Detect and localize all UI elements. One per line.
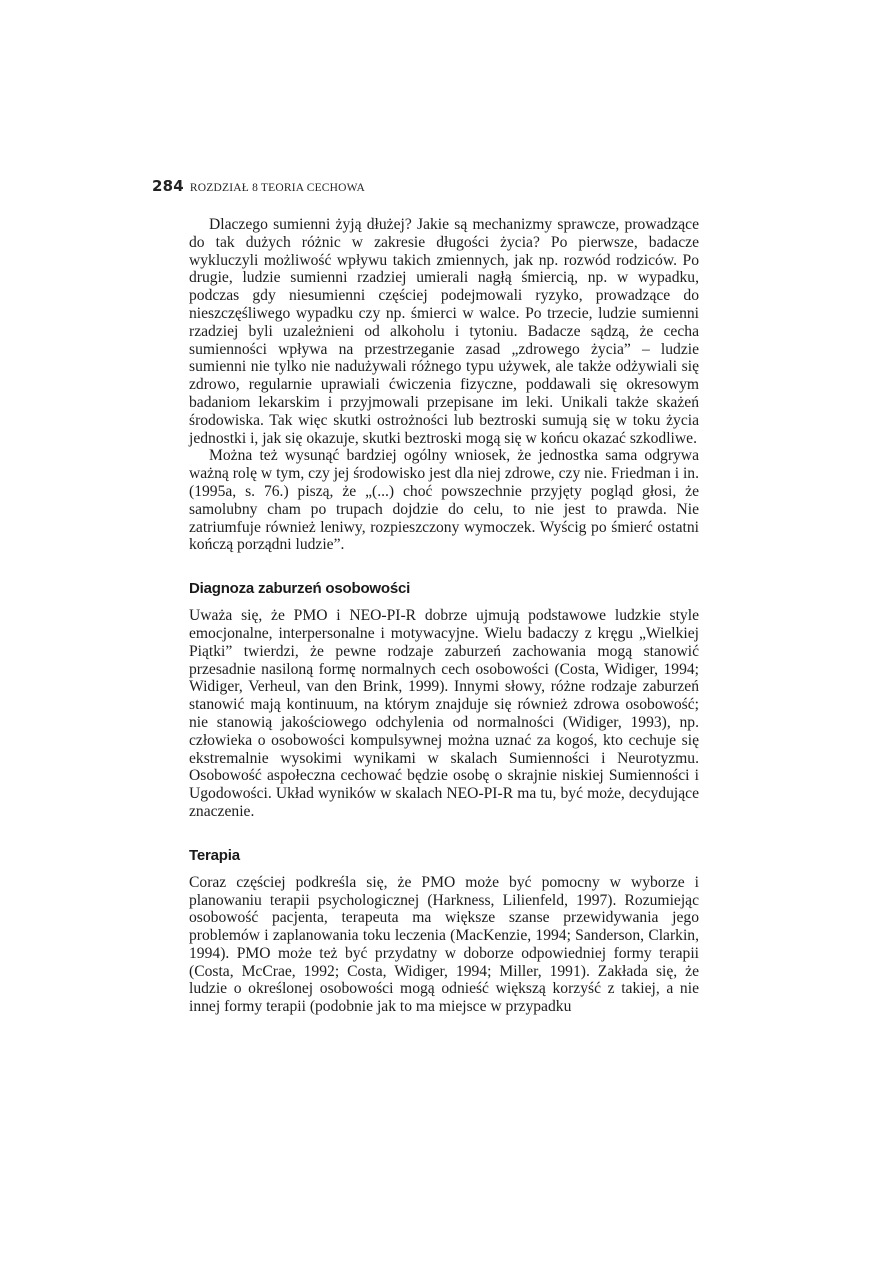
paragraph-conclusion: Można też wysunąć bardziej ogólny wniosek, że jednostka sama odgrywa ważną rolę w tym, czy jej środowisko jest dla niej zdrowe, czy nie. Friedman i in. (1995a, s. 76.) piszą, że „(...) choć powszechnie przyjęty pogląd głosi, że samolubny cham po trupach dojdzie do celu, to nie jest to prawda. Nie zatriumfuje również leniwy, rozpieszczony wymoczek. Wyścig po śmierć ostatni kończą porządni ludzie”. xyxy=(189,447,699,554)
chapter-title: ROZDZIAŁ 8 TEORIA CECHOWA xyxy=(189,182,365,194)
page-body xyxy=(189,216,699,1016)
paragraph-diagnosis: Uważa się, że PMO i NEO-PI-R dobrze ujmują podstawowe ludzkie style emocjonalne, interpersonalne i motywacyjne. Wielu badaczy z kręgu „Wielkiej Piątki” twierdzi, że pewne rodzaje zaburzeń zachowania mogą stanowić przesadnie nasiloną formę normalnych cech osobowości (Costa, Widiger, 1994; Widiger, Verheul, van den Brink, 1999). Innymi słowy, różne rodzaje zaburzeń stanowić mają kontinuum, na którym znajduje się również zdrowa osobowość; nie stanowią jakościowego odchylenia od normalności (Widiger, 1993), np. człowieka o osobowości kompulsywnej można uznać za kogoś, kto cechuje się ekstremalnie wysokimi wynikami w skalach Sumienności i Neurotyzmu. Osobowość aspołeczna cechować będzie osobę o skrajnie niskiej Sumienności i Ugodowości. Układ wyników w skalach NEO-PI-R ma tu, być może, decydujące znaczenie. xyxy=(189,607,699,820)
page-number: 284 xyxy=(152,177,184,195)
section-heading-diagnosis: Diagnoza zaburzeń osobowości xyxy=(189,580,411,598)
running-header xyxy=(152,176,712,195)
section-heading-therapy: Terapia xyxy=(189,846,240,864)
paragraph-longevity: Dlaczego sumienni żyją dłużej? Jakie są mechanizmy sprawcze, prowadzące do tak dużych różnic w zakresie długości życia? Po pierwsze, badacze wykluczyli możliwość wpływu takich zmiennych, jak np. rozwód rodziców. Po drugie, ludzie sumienni rzadziej umierali nagłą śmiercią, np. w wypadku, podczas gdy niesumienni częściej podejmowali ryzyko, prowadzące do nieszczęśliwego wypadku czy np. śmierci w walce. Po trzecie, ludzie sumienni rzadziej byli uzależnieni od alkoholu i tytoniu. Badacze sądzą, że cecha sumienności wpływa na przestrzeganie zasad „zdrowego życia” – ludzie sumienni nie tylko nie nadużywali różnego typu używek, ale także odżywiali się zdrowo, regularnie uprawiali ćwiczenia fizyczne, poddawali się okresowym badaniom lekarskim i przyjmowali przepisane im leki. Unikali także skażeń środowiska. Tak więc skutki ostrożności lub beztroski sumują się w toku życia jednostki i, jak się okazuje, skutki beztroski mogą się w końcu okazać szkodliwe. xyxy=(189,216,699,447)
paragraph-therapy: Coraz częściej podkreśla się, że PMO może być pomocny w wyborze i planowaniu terapii psychologicznej (Harkness, Lilienfeld, 1997). Rozumiejąc osobowość pacjenta, terapeuta ma większe szanse przewidywania jego problemów i zaplanowania toku leczenia (MacKenzie, 1994; Sanderson, Clarkin, 1994). PMO może też być przydatny w doborze odpowiedniej formy terapii (Costa, McCrae, 1992; Costa, Widiger, 1994; Miller, 1991). Zakłada się, że ludzie o określonej osobowości mogą odnieść większą korzyść z takiej, a nie innej formy terapii (podobnie jak to ma miejsce w przypadku xyxy=(189,873,699,1016)
